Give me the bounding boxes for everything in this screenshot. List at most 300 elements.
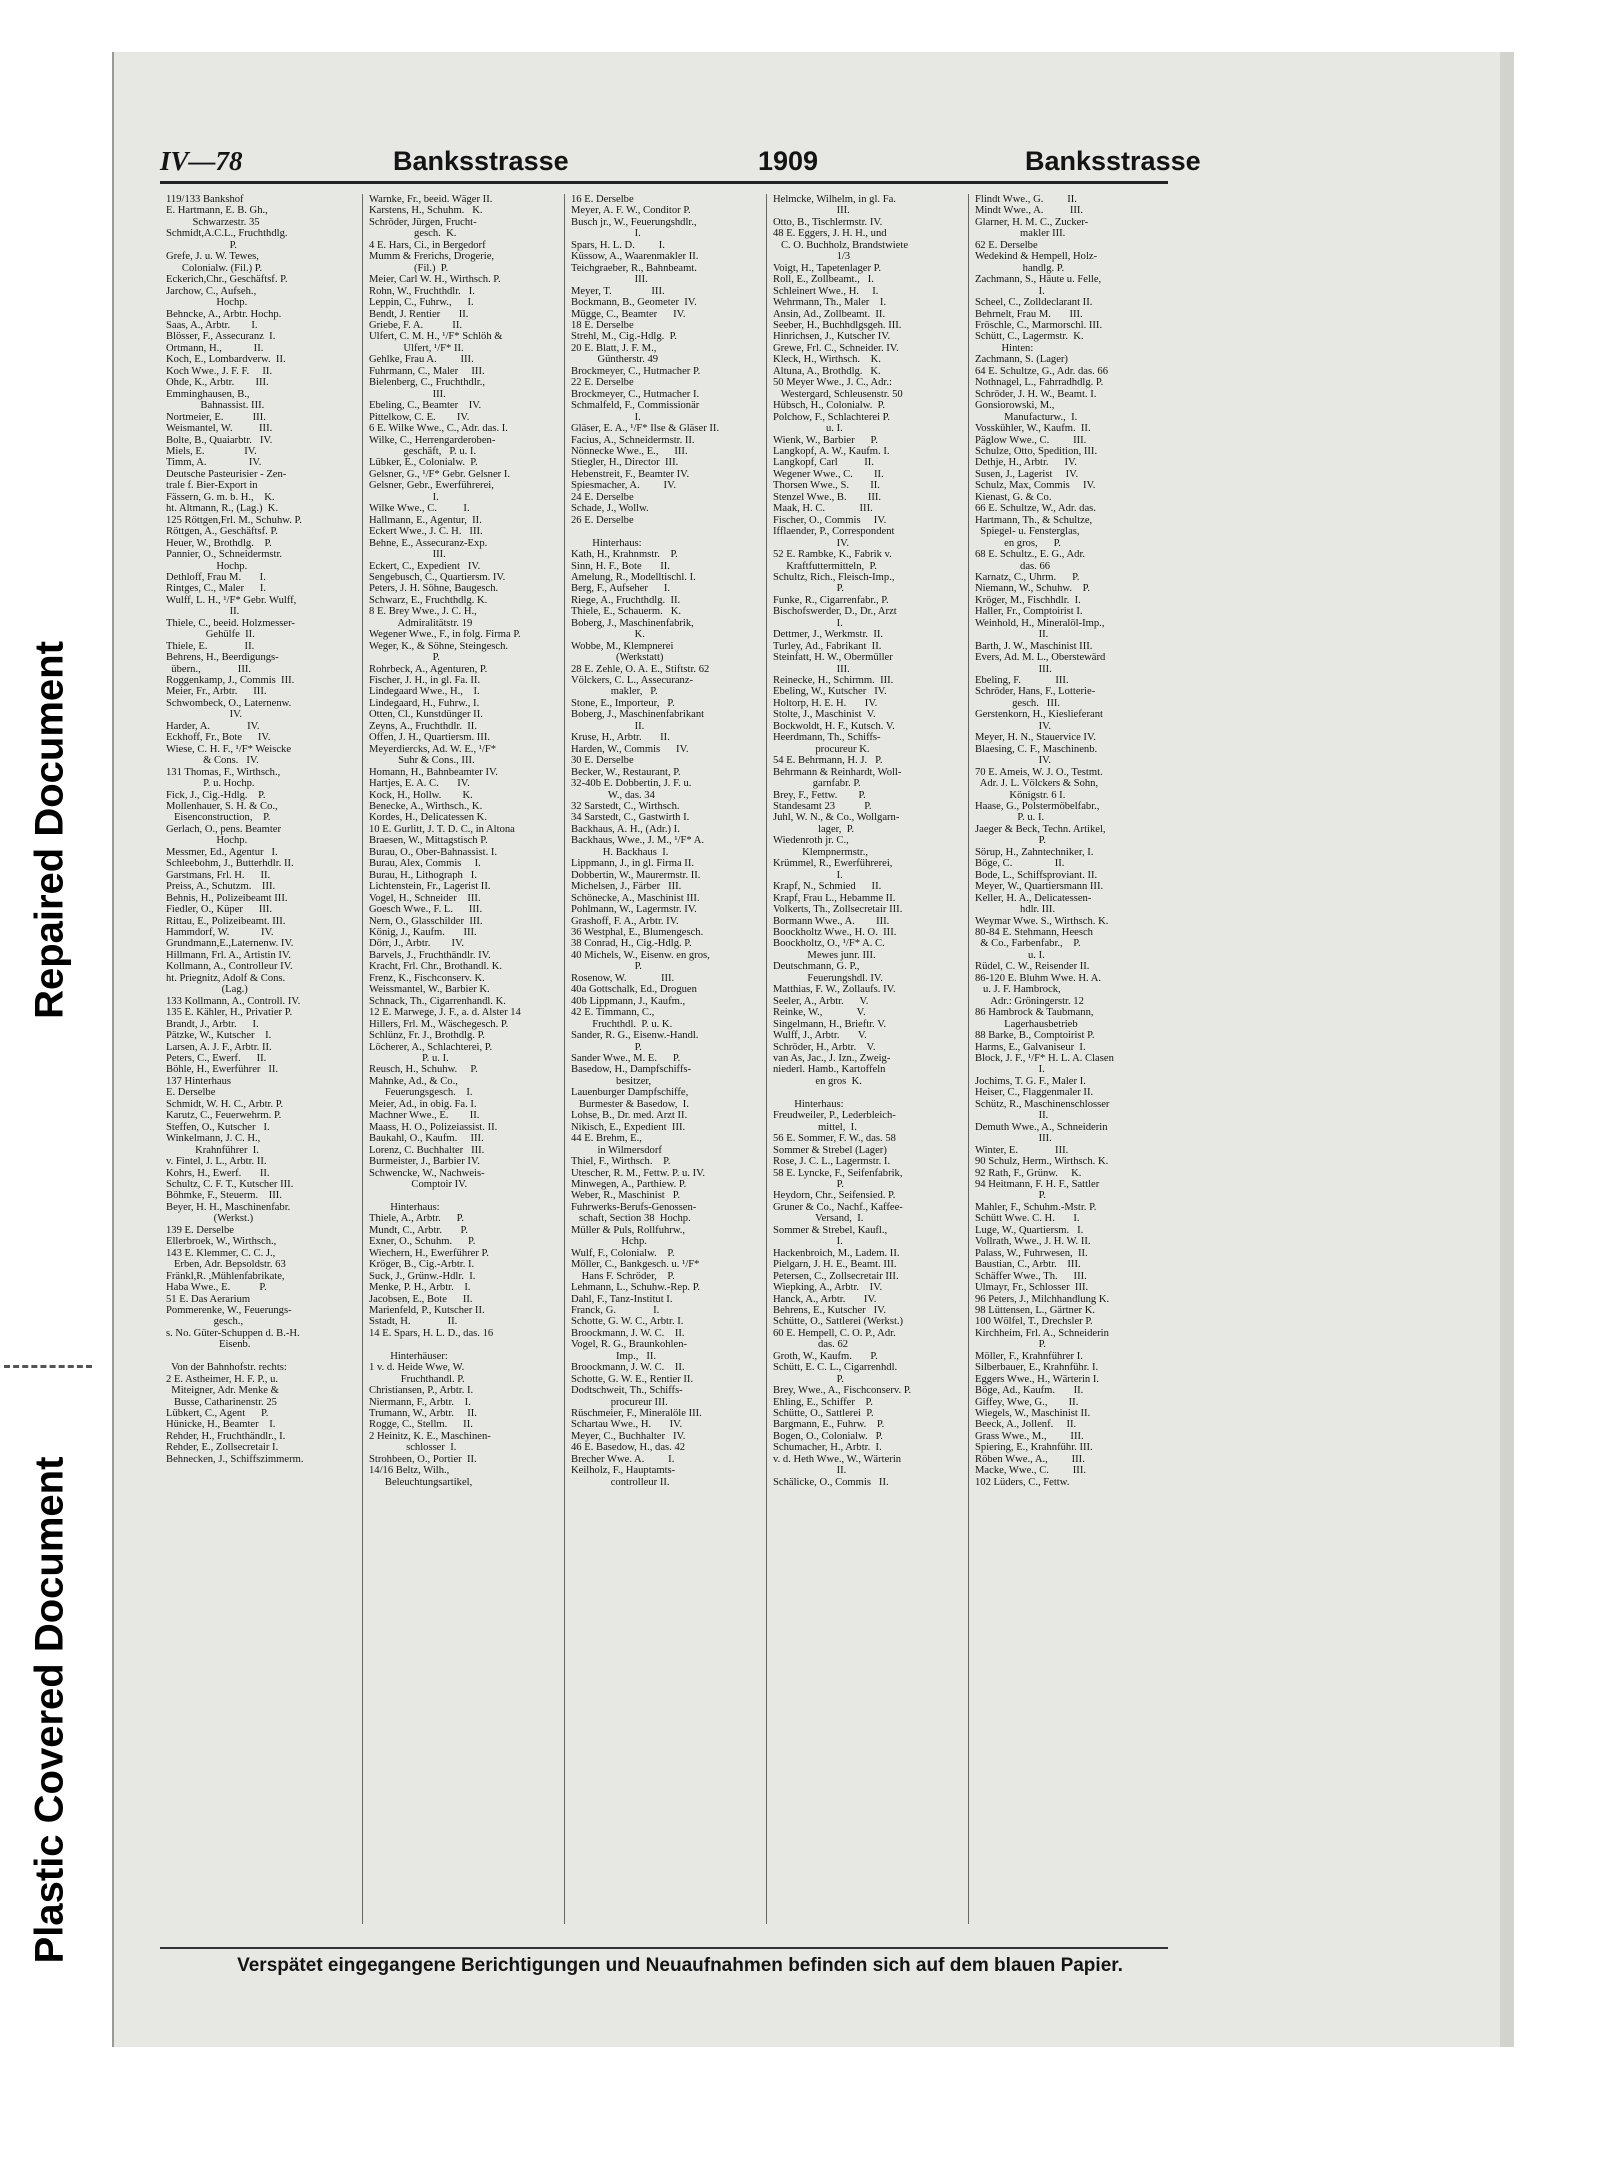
directory-entry-line: Wulf, F., Colonialw. P. [571, 1247, 675, 1259]
directory-entry-line: Rogge, C., Stellm. II. [369, 1419, 473, 1431]
page-header [160, 140, 1201, 184]
directory-entry-line: Bendt, J. Rentier II. [369, 308, 469, 320]
directory-entry-line: Messmer, Ed., Agentur I. [166, 846, 278, 858]
directory-entry-line: Beyer, H. H., Maschinenfabr. [166, 1201, 291, 1213]
directory-entry-line: Schwombeck, O., Laternenw. [166, 697, 292, 709]
directory-entry-line: gesch., [166, 1316, 244, 1328]
directory-entry-line: Susen, J., Lagerist IV. [975, 468, 1079, 480]
directory-entry-line: Dobbertin, W., Maurermstr. II. [571, 869, 701, 881]
directory-entry-line: Ifflaender, P., Correspondent [773, 526, 895, 538]
directory-entry-line: Wiegels, W., Maschinist II. [975, 1408, 1091, 1420]
directory-entry-line: III. [369, 388, 446, 400]
directory-entry-line: 58 E. Lyncke, F., Seifenfabrik, [773, 1167, 903, 1179]
directory-entry-line: Funke, R., Cigarrenfabr., P. [773, 594, 889, 606]
directory-entry-line: Ortmann, H., II. [166, 342, 264, 354]
directory-entry-line: III. [773, 205, 850, 217]
directory-entry-line [767, 1087, 955, 1098]
directory-entry-line: II. [166, 606, 240, 618]
directory-entry-line: Spars, H. L. D. I. [571, 239, 665, 251]
directory-entry-line: Vogel, H., Schneider III. [369, 892, 481, 904]
directory-entry-line: s. No. Güter-Schuppen d. B.-H. [166, 1327, 300, 1339]
directory-entry-line: III. [773, 663, 850, 675]
directory-entry-line: Sengebusch, C., Quartiersm. IV. [369, 571, 506, 583]
directory-entry-line: Kröger, M., Fischhdlr. I. [975, 594, 1081, 606]
directory-entry-line: Sommer & Strebel, Kaufl., [773, 1224, 888, 1236]
directory-entry-line: Behnecken, J., Schiffszimmerm. [166, 1453, 304, 1465]
directory-entry-line: Lagerhausbetrieb [975, 1018, 1078, 1030]
page-number: IV—78 [160, 146, 243, 176]
directory-entry-line: Gehülfe II. [166, 629, 255, 641]
directory-entry-line: Königstr. 6 I. [975, 789, 1066, 801]
directory-entry-line: P. [773, 1178, 844, 1190]
directory-entry-line: 86-120 E. Bluhm Wwe. H. A. [975, 972, 1102, 984]
directory-entry-line: Gelsner, G., ¹/F* Gebr. Gelsner I. [369, 468, 511, 480]
directory-entry-line: schlosser I. [369, 1442, 457, 1454]
directory-entry-line: Hammdorf, W. IV. [166, 927, 274, 938]
directory-entry-line: Schröder, J. H. W., Beamt. I. [975, 388, 1097, 400]
directory-entry-line: 66 E. Schultze, W., Adr. das. [975, 503, 1096, 515]
directory-entry-line: Deutschmann, G. P., [773, 961, 860, 973]
directory-entry-line: Colonialw. (Fil.) P. [166, 262, 263, 274]
directory-entry-line: Wedekind & Hempell, Holz- [975, 251, 1098, 263]
directory-entry-line: (Werkstatt) [571, 652, 664, 664]
directory-entry-line: Harder, A. IV. [166, 720, 260, 732]
directory-entry-line: Hinrichsen, J., Kutscher IV. [773, 331, 891, 343]
directory-entry-line: Schütt, E. C. L., Cigarrenhdl. [773, 1362, 898, 1374]
directory-entry-line: Schulz, Max, Commis IV. [975, 480, 1096, 492]
directory-entry-line: Amelung, R., Modelltischl. I. [571, 571, 696, 583]
directory-entry-line: Versand, I. [773, 1213, 864, 1225]
directory-entry-line: Hünicke, H., Beamter I. [166, 1419, 276, 1431]
directory-entry-line: Menke, P. H., Arbtr. I. [369, 1282, 471, 1294]
directory-entry-line: Adr. J. L. Völckers & Sohn, [975, 778, 1099, 790]
directory-entry-line: Lohse, B., Dr. med. Arzt II. [571, 1110, 688, 1122]
directory-entry-line: Gerlach, O., pens. Beamter [166, 823, 282, 835]
footer-note: Verspätet eingegangene Berichtigungen und Neuaufnahmen befinden sich auf dem blauen Papier. [237, 1955, 1123, 1976]
directory-entry-line: Rehder, H., Fruchthändlr., I. [166, 1430, 286, 1442]
directory-entry-line: Jacobsen, E., Bote II. [369, 1293, 473, 1305]
directory-entry-line: Meyer, T. III. [571, 285, 665, 297]
directory-entry-line: Demuth Wwe., A., Schneiderin [975, 1121, 1108, 1133]
directory-entry-line: garnfabr. P. [773, 778, 861, 790]
directory-entry-line: Hochp. [166, 297, 248, 309]
directory-entry-line: P. [571, 1041, 642, 1053]
directory-entry-line: Hans F. Schröder, P. [571, 1270, 675, 1282]
directory-entry-line: 44 E. Brehm, E., [571, 1133, 642, 1145]
directory-column-4 [766, 194, 955, 1924]
directory-entry-line: Backhaus, A. H., (Adr.) I. [571, 823, 680, 835]
side-label-plastic-covered: Plastic Covered Document [27, 1456, 72, 1964]
directory-entry-line: Ansin, Ad., Zollbeamt. II. [773, 308, 886, 320]
directory-entry-line: Niemann, W., Schuhw. P. [975, 583, 1090, 595]
directory-entry-line: Eckert, C., Expedient IV. [369, 560, 481, 572]
directory-entry-line: Otten, Cl., Kunstdünger II. [369, 709, 483, 721]
directory-entry-line: E. Derselbe [166, 1087, 216, 1099]
directory-entry-line: Fuhrmann, C., Maler III. [369, 365, 485, 377]
directory-entry-line: Krapf, N., Schmied II. [773, 881, 882, 893]
directory-entry-line: 1 v. d. Heide Wwe, W. [369, 1362, 465, 1374]
directory-entry-line: Strohbeen, O., Portier II. [369, 1453, 477, 1465]
directory-entry-line: Wienk, W., Barbier P. [773, 434, 878, 446]
directory-entry-line: Hinterhaus: [369, 1201, 440, 1213]
directory-entry-line: Vosskühler, W., Kaufm. II. [975, 423, 1091, 435]
directory-entry-line: Warnke, Fr., beeid. Wäger II. [369, 194, 493, 205]
directory-entry-line: 18 E. Derselbe [571, 319, 634, 331]
directory-entry-line: I. [773, 617, 843, 629]
directory-entry-line: 16 E. Derselbe [571, 194, 634, 205]
directory-entry-line: Suck, J., Grünw.-Hdlr. I. [369, 1270, 476, 1282]
directory-entry-line: Burau, Alex, Commis I. [369, 858, 481, 870]
directory-entry-line: Rüdel, C. W., Reisender II. [975, 961, 1090, 973]
directory-entry-line: Keilholz, F., Hauptamts- [571, 1465, 676, 1477]
directory-entry-line: Harms, E., Galvaniseur I. [975, 1041, 1086, 1053]
directory-entry-line: C. O. Buchholz, Brandstwiete [773, 239, 909, 251]
footer-rule [160, 1947, 1168, 1949]
directory-entry-line: Päglow Wwe., C. III. [975, 434, 1087, 446]
directory-entry-line: Behnis, H., Polizeibeamt III. [166, 892, 288, 904]
directory-entry-line: Minwegen, A., Parthiew. P. [571, 1178, 687, 1190]
directory-entry-line: Altuna, A., Brothdlg. K. [773, 365, 881, 377]
directory-entry-line: Hochp. [166, 560, 248, 572]
directory-entry-line: 32 Sarstedt, C., Wirthsch. [571, 801, 680, 813]
header-rule [160, 181, 1168, 184]
directory-entry-line: 90 Schulz, Herm., Wirthsch. K. [975, 1156, 1109, 1168]
directory-entry-line: Grefe, J. u. W. Tewes, [166, 251, 259, 263]
directory-entry-line: Weber, R., Maschinist P. [571, 1190, 681, 1202]
directory-entry-line: Hübsch, H., Colonialw. P. [773, 400, 886, 412]
directory-entry-line: Mundt, C., Arbtr. P. [369, 1224, 468, 1236]
directory-entry-line: controlleur II. [571, 1476, 670, 1488]
directory-entry-line: Zachmann, S. (Lager) [975, 354, 1068, 366]
directory-entry-line: Schulze, Otto, Spedition, III. [975, 445, 1098, 457]
directory-entry-line: das. 62 [773, 1339, 849, 1351]
directory-entry-line: 139 E. Derselbe [166, 1224, 234, 1236]
directory-entry-line: Standesamt 23 P. [773, 801, 872, 813]
directory-entry-line: Maass, H. O., Polizeiassist. II. [369, 1121, 498, 1133]
directory-entry-line: 46 E. Basedow, H., das. 42 [571, 1442, 686, 1454]
directory-entry-line: 34 Sarstedt, C., Gastwirth I. [571, 812, 690, 824]
directory-entry-line: Hchp. [571, 1236, 647, 1248]
directory-entry-line: Boockholtz, O., ¹/F* A. C. [773, 938, 885, 950]
directory-entry-line: Sinn, H. F., Bote II. [571, 560, 670, 572]
directory-entry-line: Thiel, F., Wirthsch. P. [571, 1156, 671, 1168]
directory-entry-line: van As, Jac., J. Izn., Zweig- [773, 1052, 891, 1064]
directory-entry-line: P. [571, 961, 642, 973]
directory-entry-line: u. I. [975, 949, 1045, 961]
directory-entry-line: Wilke Wwe., C. I. [369, 503, 470, 515]
directory-entry-line: Ulfert, ¹/F* II. [369, 342, 464, 354]
directory-entry-line: Krapf, Frau L., Hebamme II. [773, 892, 896, 904]
directory-entry-line: 102 Lüders, C., Fettw. [975, 1476, 1070, 1488]
directory-entry-line: Garstmans, Frl. H. II. [166, 869, 271, 881]
directory-entry-line: Erben, Adr. Bepsoldstr. 63 [166, 1259, 286, 1271]
directory-entry-line: 96 Peters, J., Milchhandlung K. [975, 1293, 1110, 1305]
directory-entry-line: Heydorn, Chr., Seifensied. P. [773, 1190, 896, 1202]
directory-entry-line [363, 1339, 551, 1350]
directory-entry-line: Hinterhaus: [571, 537, 642, 549]
directory-entry-line: Seeler, A., Arbtr. V. [773, 995, 869, 1007]
directory-entry-line: Kordes, H., Delicatessen K. [369, 812, 487, 824]
directory-entry-line: Haller, Fr., Comptoirist I. [975, 606, 1083, 618]
directory-entry-line: Burmester & Basedow, I. [571, 1098, 689, 1110]
directory-entry-line: Singelmann, H., Brieftr. V. [773, 1018, 887, 1030]
directory-entry-line: Jaeger & Beck, Techn. Artikel, [975, 823, 1106, 835]
directory-entry-line: P. [975, 1339, 1046, 1351]
directory-entry-line: 52 E. Rambke, K., Fabrik v. [773, 549, 892, 561]
directory-entry-line: Nönnecke Wwe., E., III. [571, 445, 688, 457]
directory-entry-line: Schultz, C. F. T., Kutscher III. [166, 1178, 294, 1190]
directory-entry-line: Hillers, Frl. M., Wäschegesch. P. [369, 1018, 509, 1030]
directory-entry-line: Griebe, F. A. II. [369, 319, 463, 331]
directory-entry-line: Schmidt,A.C.L., Fruchthdlg. [166, 228, 288, 240]
directory-entry-line: Feuerungsgesch. I. [369, 1087, 473, 1099]
directory-entry-line: Holtorp, H. E. H. IV. [773, 697, 878, 709]
directory-entry-line: III. [975, 663, 1052, 675]
directory-entry-line: Brandt, J., Arbtr. I. [166, 1018, 259, 1030]
directory-entry-line: Kollmann, A., Controlleur IV. [166, 961, 293, 973]
directory-entry-line: 54 E. Behrmann, H. J. P. [773, 755, 883, 767]
directory-entry-line: Fuhrwerks-Berufs-Genossen- [571, 1201, 697, 1213]
directory-entry-line: Teichgraeber, R., Bahnbeamt. [571, 262, 697, 274]
directory-entry-line: 98 Lüttensen, L., Gärtner K. [975, 1304, 1096, 1316]
directory-entry-line: Brecher Wwe. A. I. [571, 1453, 675, 1465]
directory-entry-line: Eggers Wwe., H., Wärterin I. [975, 1373, 1100, 1385]
directory-entry-line: Roll, E., Zollbeamt., I. [773, 274, 874, 286]
directory-entry-line: Wulff, J., Arbtr. V. [773, 1030, 867, 1042]
directory-entry-line: Stiegler, H., Director III. [571, 457, 679, 469]
directory-entry-line: Meyer, A. F. W., Conditor P. [571, 205, 691, 217]
directory-entry-line: Miteigner, Adr. Menke & [166, 1385, 279, 1397]
directory-entry-line: Riege, A., Fruchthdlg. II. [571, 594, 681, 606]
directory-entry-line: Zeyns, A., Fruchthdlr. II. [369, 720, 477, 732]
directory-entry-line: Fränkl,R. ,Mühlenfabrikate, [166, 1270, 285, 1282]
directory-entry-line: Stolte, J., Maschinist V. [773, 709, 876, 721]
directory-entry-line: Rüschmeier, F., Mineralöle III. [571, 1408, 702, 1420]
directory-entry-line: Pommerenke, W., Feuerungs- [166, 1304, 292, 1316]
directory-entry-line: Wobbe, M., Klempnerei [571, 640, 674, 652]
directory-entry-line: Schleebohm, J., Butterhdlr. II. [166, 858, 294, 870]
directory-entry-line: Behrens, H., Beerdigungs- [166, 652, 279, 664]
directory-entry-line: Wiechern, H., Ewerführer P. [369, 1247, 489, 1259]
directory-entry-line: Schröder, Hans, F., Lotterie- [975, 686, 1096, 698]
directory-entry-line: Fröschle, C., Marmorschl. III. [975, 319, 1103, 331]
directory-entry-line: Luge, W., Quartiersm. I. [975, 1224, 1084, 1236]
directory-entry-line: Eckhoff, Fr., Bote IV. [166, 732, 271, 744]
directory-entry-line: Ulmayr, Fr., Schlosser III. [975, 1282, 1089, 1294]
directory-entry-line: (Werkst.) [166, 1213, 254, 1225]
directory-entry-line: lager, P. [773, 823, 855, 835]
directory-entry-line: Vogel, R. G., Braunkohlen- [571, 1339, 688, 1351]
directory-entry-line: Grashoff, F. A., Arbtr. IV. [571, 915, 679, 927]
directory-entry-line: Ehling, E., Schiffer P. [773, 1396, 873, 1408]
directory-entry-line: 133 Kollmann, A., Controll. IV. [166, 995, 301, 1007]
directory-entry-line: Broockmann, J. W. C. II. [571, 1327, 685, 1339]
directory-entry-line: Maak, H. C. III. [773, 503, 873, 515]
directory-entry-line: Hebenstreit, F., Beamter IV. [571, 468, 690, 480]
directory-entry-line: Block, J. F., ¹/F* H. L. A. Clasen [975, 1052, 1114, 1064]
directory-entry-line: 26 E. Derselbe [571, 514, 634, 526]
directory-entry-line: 1/3 [773, 251, 851, 263]
directory-entry-line: v. d. Heth Wwe., W., Wärterin [773, 1453, 902, 1465]
directory-entry-line: Leppin, C., Fuhrw., I. [369, 297, 474, 309]
directory-entry-line: Deutsche Pasteurisier - Zen- [166, 468, 287, 480]
directory-entry-line: Braesen, W., Mittagstisch P. [369, 835, 488, 847]
directory-entry-line: Hartmann, Th., & Schultze, [975, 514, 1093, 526]
directory-entry-line: Karnatz, C., Uhrm. P. [975, 571, 1080, 583]
directory-entry-line: Schnack, Th., Cigarrenhandl. K. [369, 995, 506, 1007]
directory-entry-line: Scheel, C., Zolldeclarant II. [975, 297, 1093, 309]
directory-entry-line: I. [369, 491, 439, 503]
directory-entry-line: Beeck, A., Jollenf. II. [975, 1419, 1077, 1431]
directory-entry-line: Böge, C. II. [975, 858, 1065, 870]
directory-entry-line: Schartau Wwe., H. IV. [571, 1419, 683, 1431]
directory-entry-line: Kohrs, H., Ewerf. II. [166, 1167, 270, 1179]
directory-entry-line: Schröder, Jürgen, Frucht- [369, 216, 477, 228]
directory-column-5 [968, 194, 1157, 1924]
directory-entry-line: Sörup, H., Zahntechniker, I. [975, 846, 1094, 858]
directory-entry-line: Boberg, J., Maschinenfabrikant [571, 709, 705, 721]
directory-entry-line: Glarner, H. M. C., Zucker- [975, 216, 1089, 228]
directory-entry-line: Schultz, Rich., Fleisch-Imp., [773, 571, 895, 583]
directory-entry-line: Nortmeier, E. III. [166, 411, 266, 423]
directory-entry-line: Thiele, A., Arbtr. P. [369, 1213, 465, 1225]
directory-entry-line: Busse, Catharinenstr. 25 [166, 1396, 277, 1408]
directory-entry-line: Gerstenkorn, H., Kieslieferant [975, 709, 1103, 721]
street-name-right: Banksstrasse [1025, 146, 1201, 176]
directory-entry-line: Sander Wwe., M. E. P. [571, 1052, 681, 1064]
directory-entry-line: Saas, A., Arbtr. I. [166, 319, 258, 331]
directory-entry-line: Feuerungshdl. IV. [773, 972, 883, 984]
directory-entry-line: Barth, J. W., Maschinist III. [975, 640, 1093, 652]
directory-entry-line: Polchow, F., Schlachterei P. [773, 411, 891, 423]
directory-entry-line: Rosenow, W. III. [571, 972, 675, 984]
directory-entry-line: Pohlmann, W., Lagermstr. IV. [571, 904, 697, 916]
directory-entry-line: geschäft, P. u. I. [369, 445, 477, 457]
directory-entry-line: Voigt, H., Tapetenlager P. [773, 262, 882, 274]
directory-entry-line [363, 1190, 551, 1201]
directory-entry-line: Fruchthdl. P. u. K. [571, 1018, 673, 1030]
directory-year: 1909 [758, 146, 819, 176]
directory-entry-line: Westergard, Schleusenstr. 50 [773, 388, 903, 400]
directory-entry-line: Stone, E., Importeur, P. [571, 697, 675, 709]
directory-entry-line: 137 Hinterhaus [166, 1075, 232, 1087]
directory-entry-line: Burau, H., Lithograph I. [369, 869, 477, 881]
directory-entry-line: Fick, J., Cig.-Hdlg. P. [166, 789, 266, 801]
directory-entry-line: Weissmantel, W., Barbier K. [369, 984, 490, 996]
directory-entry-line: Lindegaard Wwe., H., I. [369, 686, 480, 698]
directory-entry-line: Facius, A., Schneidermstr. II. [571, 434, 695, 446]
directory-entry-line: Winkelmann, J. C. H., [166, 1133, 261, 1145]
directory-entry-line: Rintges, C., Maler I. [166, 583, 267, 595]
directory-entry-line: Mahnke, Ad., & Co., [369, 1075, 458, 1087]
directory-entry-line: Haba Wwe., E. P. [166, 1282, 267, 1294]
directory-entry-line: Pannier, O., Schneidermstr. [166, 549, 283, 561]
directory-entry-line: Schütz, R., Maschinenschlosser [975, 1098, 1110, 1110]
directory-entry-line: Keller, H. A., Delicatessen- [975, 892, 1092, 904]
directory-entry-line: Rehder, E., Zollsecretair I. [166, 1442, 279, 1454]
directory-entry-line: Krümmel, R., Ewerführerei, [773, 858, 893, 870]
directory-entry-line: gesch. III. [975, 697, 1061, 709]
directory-entry-line: Fischer, O., Commis IV. [773, 514, 887, 526]
directory-entry-line: Schleinert Wwe., H. I. [773, 285, 879, 297]
directory-entry-line: (Fil.) P. [369, 262, 449, 274]
directory-entry-line: Benecke, A., Wirthsch., K. [369, 801, 483, 813]
directory-entry-line: Krahnführer I. [166, 1144, 259, 1156]
directory-entry-line: 125 Röttgen,Frl. M., Schuhw. P. [166, 514, 302, 526]
directory-entry-line: Thiele, C., beeid. Holzmesser- [166, 617, 295, 629]
directory-entry-line: 60 E. Hempell, C. O. P., Adr. [773, 1327, 896, 1339]
directory-entry-line: Zachmann, S., Häute u. Felle, [975, 274, 1102, 286]
directory-entry-line: Ebeling, C., Beamter IV. [369, 400, 482, 412]
directory-entry-line: Kock, H., Hollw. K. [369, 789, 473, 801]
directory-entry-line: II. [975, 629, 1049, 641]
directory-entry-line: Roggenkamp, J., Commis III. [166, 675, 295, 687]
directory-entry-line: 32-40b E. Dobbertin, J. F. u. [571, 778, 692, 790]
directory-entry-line: Kath, H., Krahnmstr. P. [571, 549, 678, 561]
directory-entry-line: Lichtenstein, Fr., Lagerist II. [369, 881, 491, 893]
directory-entry-line: Admiralitätstr. 19 [369, 617, 473, 629]
directory-entry-line: Löcherer, A., Schlachterei, P. [369, 1041, 493, 1053]
directory-entry-line: Lübker, E., Colonialw. P. [369, 457, 478, 469]
directory-entry-line: & Co., Farbenfabr., P. [975, 938, 1081, 950]
directory-entry-line: Macke, Wwe., C. III. [975, 1465, 1087, 1477]
directory-entry-line: Schönecke, A., Maschinist III. [571, 892, 700, 904]
directory-entry-line: Utescher, R. M., Fettw. P. u. IV. [571, 1167, 706, 1179]
directory-entry-line: mittel, I. [773, 1121, 857, 1133]
directory-entry-line: Winter, E. III. [975, 1144, 1069, 1156]
side-label-repaired: Repaired Document [27, 641, 72, 1019]
directory-entry-line: IV. [166, 709, 243, 721]
directory-entry-line: ht. Priegnitz, Adolf & Cons. [166, 972, 286, 984]
directory-entry-line: v. Fintel, J. L., Arbtr. II. [166, 1156, 267, 1168]
directory-entry-line: Mindt Wwe., A. III. [975, 205, 1084, 217]
directory-entry-line: P. u. I. [975, 812, 1045, 824]
directory-entry-line: 30 E. Derselbe [571, 755, 634, 767]
directory-entry-line: Ohde, K., Arbtr. III. [166, 377, 269, 389]
directory-entry-line: III. [571, 274, 648, 286]
directory-entry-line: Vollrath, Wwe., J. H. W. II. [975, 1236, 1091, 1248]
directory-entry-line: Reinecke, H., Schirmm. III. [773, 675, 894, 687]
directory-entry-line: Behncke, A., Arbtr. Hochp. [166, 308, 282, 320]
directory-entry-line: ht. Altmann, R., (Lag.) K. [166, 503, 279, 515]
directory-entry-line: Emminghausen, B., [166, 388, 250, 400]
directory-entry-line: Nothnagel, L., Fahrradhdlg. P. [975, 377, 1104, 389]
directory-entry-line: Busch jr., W., Feuerungshdlr., [571, 216, 697, 228]
directory-entry-line: makler III. [975, 228, 1066, 240]
directory-entry-line: P. u. I. [369, 1052, 449, 1064]
directory-entry-line: Meyer, H. N., Stauervice IV. [975, 732, 1096, 744]
directory-entry-line: Broockmann, J. W. C. II. [571, 1362, 685, 1374]
directory-entry-line: Beleuchtungsartikel, [369, 1476, 473, 1488]
directory-entry-line: Helmcke, Wilhelm, in gl. Fa. [773, 194, 896, 205]
directory-entry-line: u. I. [773, 423, 843, 435]
directory-entry-line: Thiele, E. II. [166, 640, 255, 652]
directory-entry-line: trale f. Bier-Export in [166, 480, 258, 492]
directory-entry-line: Bormann Wwe., A. III. [773, 915, 890, 927]
directory-entry-line: Reinke, W., V. [773, 1007, 866, 1019]
directory-entry-line: 100 Wölfel, T., Drechsler P. [975, 1316, 1093, 1328]
directory-entry-line: Schmalfeld, F., Commissionär [571, 400, 700, 412]
directory-entry-line: Dethloff, Frau M. I. [166, 571, 266, 583]
directory-entry-line: Hinten: [975, 342, 1034, 354]
directory-entry-line: Bolte, B., Quaiarbtr. IV. [166, 434, 273, 446]
directory-entry-line: Backhaus, Wwe., J. M., ¹/F* A. [571, 835, 705, 847]
directory-entry-line: P. [975, 1190, 1046, 1202]
directory-entry-line: 42 E. Timmann, C., [571, 1007, 655, 1019]
directory-entry-line: Otto, B., Tischlermstr. IV. [773, 216, 883, 228]
directory-entry-line: Lübkert, C., Agent P. [166, 1408, 269, 1420]
directory-entry-line: E. Hartmann, E. B. Gh., [166, 205, 268, 217]
